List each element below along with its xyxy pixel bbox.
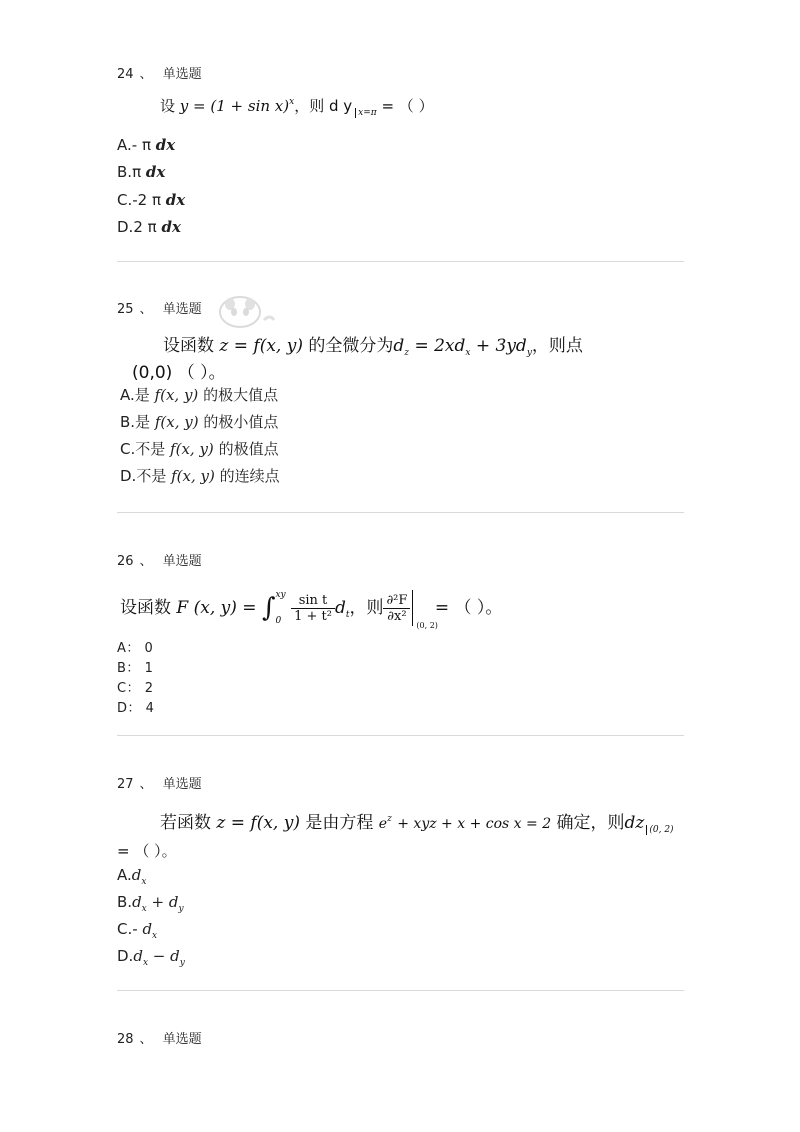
question-27-header [117,773,202,792]
option-label: D. [117,947,134,965]
stem-formula-2: = 2xd [414,336,466,356]
question-28-header [117,1028,202,1047]
question-type: 单选题 [162,67,202,82]
question-separator: 、 [139,302,153,317]
stem-differential: d [334,598,346,618]
option-math: d [132,893,142,911]
option-text-end: 的极值点 [218,440,279,458]
option-label: D. [120,467,137,485]
stem-formula: z = f(x, y) [216,813,300,833]
question-27-stem-line2: = （ ）。 [117,842,177,860]
question-divider [117,261,684,262]
option-a[interactable] [117,637,153,656]
option-text: 不是 [135,440,166,458]
option-math: f(x, y) [171,467,215,485]
option-label: B. [117,893,133,911]
option-subscript: x [141,904,147,914]
evaluation-bar [412,590,438,630]
option-d[interactable] [117,697,154,716]
question-divider [117,735,684,736]
option-d[interactable] [117,947,185,968]
evaluation-point: (0, 2) [646,825,673,835]
stem-formula: F (x, y) = [176,598,257,618]
integral-lower-limit: 0 [275,616,282,626]
stem-exponent: x [289,97,295,107]
option-text: -2 π [132,191,162,209]
option-c[interactable] [117,920,157,941]
evaluation-point: (0, 2) [416,621,438,630]
partial-denominator: ∂x² [387,608,407,624]
option-math-rest: − d [152,947,180,965]
option-label: B. [120,413,136,431]
option-subscript: x [142,958,149,968]
option-a[interactable] [117,136,175,154]
stem-exponent: z [387,814,392,824]
option-text: - [132,920,143,938]
option-d[interactable] [120,465,280,486]
stem-formula-dz: d [393,336,405,356]
option-text-end: 的极大值点 [203,386,279,404]
option-math: dx [165,191,186,209]
question-separator: 、 [139,777,153,792]
question-separator: 、 [139,1032,153,1047]
stem-dz: dz [624,813,645,833]
question-24-stem [160,95,434,118]
question-type: 单选题 [162,1032,202,1047]
option-b[interactable] [117,893,184,914]
option-text: 是 [135,413,151,431]
question-25-header [117,298,202,317]
option-label: B： [117,661,140,676]
question-24-header [117,63,202,82]
question-separator: 、 [139,554,153,569]
stem-formula-exp: e [378,816,388,832]
stem-text-mid: ，则 [349,598,384,618]
option-label: D： [117,701,142,716]
question-type: 单选题 [162,554,202,569]
option-math: f(x, y) [170,440,214,458]
option-c[interactable] [117,677,154,696]
option-math: dx [155,136,176,154]
option-subscript: x [152,931,158,941]
question-type: 单选题 [162,777,202,792]
option-text: 是 [134,386,150,404]
stem-subscript: z [404,348,410,358]
integral-sign-icon: ∫ [261,593,276,623]
option-label: A. [120,386,135,404]
stem-eval-point: x=π [355,108,377,118]
option-c[interactable] [117,191,185,209]
option-text-end: 的连续点 [219,467,280,485]
option-b[interactable] [117,657,153,676]
option-label: C. [117,920,133,938]
question-26-header [117,550,202,569]
stem-text: 设函数 [163,336,214,356]
option-text: π [132,163,142,181]
question-27-stem [160,808,674,835]
option-label: A. [117,136,132,154]
question-number: 28 [117,1032,134,1047]
option-math: dx [145,163,166,181]
stem-text-end: ，则点 [531,336,583,356]
stem-text-end: 确定，则 [556,813,625,833]
option-label: B. [117,163,133,181]
option-label: C. [117,191,133,209]
integral-upper-limit: xy [275,590,286,600]
option-b[interactable] [117,163,165,181]
stem-formula: y = (1 + sin x) [179,97,290,115]
question-25-stem [163,331,583,358]
option-math: dx [161,218,181,236]
stem-text-mid: 的全微分为 [308,336,394,356]
option-text: 1 [144,661,154,676]
question-divider [117,990,684,991]
option-text: 2 [144,681,154,696]
option-math: d [133,947,143,965]
stem-text-end: = （ ） [381,97,434,115]
option-label: A： [117,641,140,656]
option-label: D. [117,218,134,236]
fraction-numerator: sin t [291,593,335,609]
stem-text: 若函数 [160,813,211,833]
stem-text-mid: ，则 d y [294,97,353,115]
option-a[interactable] [117,866,146,887]
option-text: 不是 [136,467,167,485]
option-subscript: x [141,877,147,887]
question-26-stem [120,582,502,634]
stem-text: 设函数 [120,598,171,618]
question-number: 27 [117,777,134,792]
stem-subscript: t [345,610,350,620]
option-subscript: y [178,904,184,914]
stem-formula-2: + xyz + x + cos x = 2 [397,816,552,832]
option-label: C： [117,681,141,696]
question-separator: 、 [139,67,153,82]
stem-formula: z = f(x, y) [219,336,303,356]
option-label: C. [120,440,136,458]
question-type: 单选题 [162,302,202,317]
stem-subscript: x [465,348,471,358]
question-number: 26 [117,554,134,569]
option-subscript: y [179,958,185,968]
option-text: - π [131,136,151,154]
stem-subscript: y [526,348,532,358]
option-d[interactable] [117,218,181,236]
partial-numerator: ∂²F [383,593,410,609]
question-25-stem-line2: (0,0) （ ）。 [132,363,226,383]
option-c[interactable] [120,438,279,459]
question-divider [117,512,684,513]
option-math: f(x, y) [154,386,199,404]
option-a[interactable] [120,384,278,405]
option-text-end: 的极小值点 [203,413,279,431]
question-number: 25 [117,302,134,317]
stem-text-end: = （ ）。 [434,598,503,618]
option-label: A. [117,866,132,884]
option-math-rest: + d [151,893,179,911]
panda-watermark-icon [214,290,278,330]
stem-formula-3: + 3yd [475,336,527,356]
option-math: d [142,920,153,938]
option-b[interactable] [120,411,278,432]
fraction-denominator: 1 + t² [294,608,332,624]
option-math: f(x, y) [154,413,199,431]
stem-text-mid: 是由方程 [305,813,374,833]
option-math: d [131,866,142,884]
stem-text: 设 [160,97,176,115]
option-text: 4 [145,701,155,716]
question-number: 24 [117,67,134,82]
option-text: 2 π [133,218,157,236]
option-text: 0 [144,641,154,656]
